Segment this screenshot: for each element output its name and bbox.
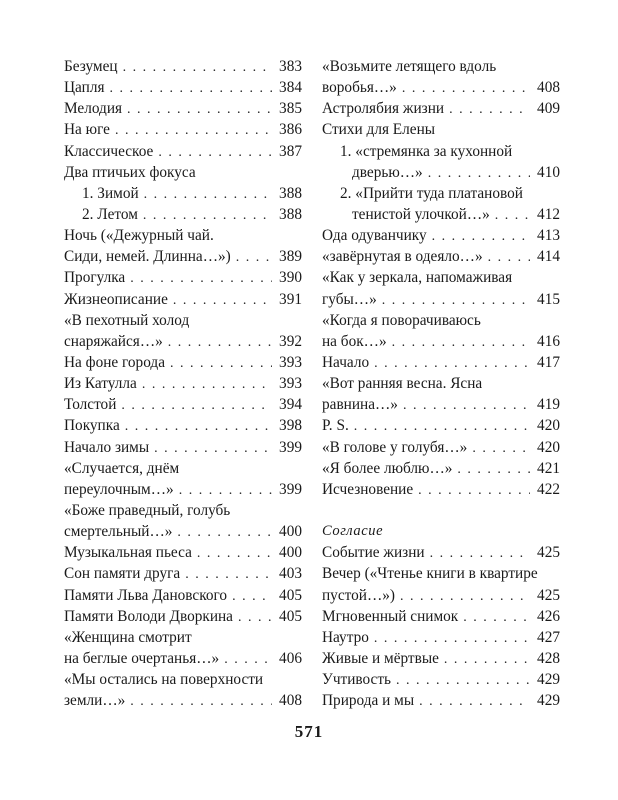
- dot-leader: [179, 480, 272, 501]
- toc-entry: [64, 225, 302, 246]
- toc-entry-page: 427: [537, 628, 560, 646]
- toc-entry: [322, 267, 560, 288]
- toc-entry-title: Два птичьих фокуса: [64, 163, 196, 181]
- toc-entry-title: «Когда я поворачиваюсь: [322, 311, 481, 329]
- dot-leader: [125, 416, 272, 437]
- toc-entry: [322, 352, 560, 373]
- toc-entry-title: Прогулка: [64, 269, 126, 287]
- toc-entry: [322, 225, 560, 246]
- toc-entry-page: 412: [537, 205, 560, 223]
- toc-entry-title: Мгновенный снимок: [322, 607, 459, 625]
- toc-entry: [64, 542, 302, 563]
- toc-entry: [322, 204, 560, 225]
- toc-entry-title: Жизнеописание: [64, 290, 168, 308]
- dot-leader: [374, 628, 530, 649]
- dot-leader: [430, 543, 530, 564]
- toc-entry-title: «Вот ранняя весна. Ясна: [322, 375, 483, 393]
- toc-entry-page: 388: [279, 184, 302, 202]
- dot-leader: [144, 184, 272, 205]
- section-heading: Согласие: [322, 523, 384, 540]
- toc-entry: [64, 394, 302, 415]
- dot-leader: [197, 543, 272, 564]
- toc-entry-page: 399: [279, 480, 302, 498]
- toc-entry-title: Памяти Володи Дворкина: [64, 607, 233, 625]
- toc-entry-title: равнина…»: [322, 396, 398, 414]
- dot-leader: [238, 607, 272, 628]
- dot-leader: [115, 120, 272, 141]
- toc-entry: [322, 627, 560, 648]
- dot-leader: [130, 691, 272, 712]
- toc-entry-page: 416: [537, 332, 560, 350]
- toc-entry-title: На фоне города: [64, 353, 165, 371]
- toc-entry-title: P. S.: [322, 417, 349, 435]
- toc-entry: [64, 521, 302, 542]
- toc-entry: [322, 437, 560, 458]
- toc-entry: [64, 183, 302, 204]
- toc-entry-title: Учтивость: [322, 671, 391, 689]
- dot-leader: [444, 649, 530, 670]
- dot-leader: [463, 607, 530, 628]
- toc-entry: [64, 98, 302, 119]
- toc-entry-title: «Я более люблю…»: [322, 459, 453, 477]
- toc-entry: [64, 606, 302, 627]
- toc-entry-title: губы…»: [322, 290, 377, 308]
- toc-entry: [64, 373, 302, 394]
- dot-leader: [127, 99, 272, 120]
- toc-entry-title: Памяти Льва Дановского: [64, 586, 228, 604]
- dot-leader: [403, 395, 530, 416]
- dot-leader: [392, 332, 530, 353]
- toc-entry-title: «Как у зеркала, напомаживая: [322, 269, 513, 287]
- toc-entry: [64, 627, 302, 648]
- toc-entry-page: 383: [279, 58, 302, 75]
- toc-entry: [322, 563, 560, 584]
- toc-entry-page: 384: [279, 79, 302, 97]
- toc-entry-title: Сон памяти друга: [64, 565, 181, 583]
- toc-entry-page: 425: [537, 586, 560, 604]
- toc-entry-title: земли…»: [64, 692, 126, 710]
- dot-leader: [185, 564, 272, 585]
- dot-leader: [449, 99, 530, 120]
- toc-entry: [64, 56, 302, 77]
- toc-entry: [322, 479, 560, 500]
- toc-entry: [322, 585, 560, 606]
- toc-entry-page: 415: [537, 290, 560, 308]
- toc-entry: [64, 415, 302, 436]
- dot-leader: [236, 247, 272, 268]
- toc-entry: [322, 373, 560, 394]
- toc-entry: [322, 246, 560, 267]
- toc-entry: [322, 141, 560, 162]
- dot-leader: [130, 268, 272, 289]
- toc-entry-title: воробья…»: [322, 79, 397, 97]
- toc-entry-page: 405: [279, 586, 302, 604]
- toc-entry-page: 390: [279, 269, 302, 287]
- toc-entry-page: 405: [279, 607, 302, 625]
- toc-entry-title: Вечер («Чтенье книги в квартире: [322, 565, 538, 583]
- toc-entry-title: На юге: [64, 121, 110, 139]
- toc-entry-title: Классическое: [64, 142, 154, 160]
- toc-entry-title: пустой…»): [322, 586, 395, 604]
- toc-entry-page: 389: [279, 248, 302, 266]
- toc-entry-page: 408: [537, 79, 560, 97]
- section-spacer: [322, 500, 560, 521]
- toc-entry-title: переулочным…»: [64, 480, 174, 498]
- toc-entry: [64, 479, 302, 500]
- toc-entry: [64, 690, 302, 711]
- toc-entry: [64, 162, 302, 183]
- toc-entry: [64, 310, 302, 331]
- toc-entry-title: «Женщина смотрит: [64, 628, 192, 646]
- dot-leader: [143, 205, 272, 226]
- toc-entry: [322, 648, 560, 669]
- toc-entry: [322, 56, 560, 77]
- dot-leader: [142, 374, 272, 395]
- dot-leader: [402, 78, 530, 99]
- dot-leader: [110, 78, 273, 99]
- toc-entry-page: 392: [279, 332, 302, 350]
- toc-entry: [322, 289, 560, 310]
- toc-entry-page: 409: [537, 100, 560, 118]
- toc-entry-title: «В голове у голубя…»: [322, 438, 468, 456]
- page-number: 571: [294, 722, 324, 741]
- toc-entry-page: 417: [537, 353, 560, 371]
- dot-leader: [354, 416, 530, 437]
- toc-entry-title: Начало: [322, 353, 370, 371]
- toc-entry-page: 386: [279, 121, 302, 139]
- toc-entry: [64, 669, 302, 690]
- toc-entry-title: «В пехотный холод: [64, 311, 190, 329]
- toc-entry: [322, 458, 560, 479]
- toc-entry-page: 420: [537, 438, 560, 456]
- toc-entry-title: 2. «Прийти туда платановой: [340, 184, 523, 202]
- toc-entry-page: 399: [279, 438, 302, 456]
- toc-entry: [322, 606, 560, 627]
- toc-entry-title: Астролябия жизни: [322, 100, 445, 118]
- toc-entry: [64, 246, 302, 267]
- toc-entry-title: 2. Летом: [82, 205, 138, 223]
- toc-entry-title: «Случается, днём: [64, 459, 180, 477]
- toc-entry: [64, 119, 302, 140]
- toc-entry-title: Покупка: [64, 417, 120, 435]
- dot-leader: [121, 395, 272, 416]
- toc-entry-title: Наутро: [322, 628, 369, 646]
- dot-leader: [382, 290, 530, 311]
- dot-leader: [232, 586, 272, 607]
- toc-entry: [64, 267, 302, 288]
- toc-entry-title: на бок…»: [322, 332, 387, 350]
- toc-entry-page: 422: [537, 480, 560, 498]
- toc-entry-title: Мелодия: [64, 100, 123, 118]
- toc-entry-page: 425: [537, 544, 560, 562]
- toc-entry-page: 421: [537, 459, 560, 477]
- toc-entry-title: 1. «стремянка за кухонной: [340, 142, 513, 160]
- toc-entry-page: 400: [279, 523, 302, 541]
- toc-entry-title: Стихи для Елены: [322, 121, 436, 139]
- toc-entry-page: 393: [279, 353, 302, 371]
- dot-leader: [432, 226, 530, 247]
- toc-entry-title: снаряжайся…»: [64, 332, 163, 350]
- toc-entry-title: Живые и мёртвые: [322, 649, 439, 667]
- toc-entry: [64, 648, 302, 669]
- toc-entry-page: 391: [279, 290, 302, 308]
- toc-entry-title: «Мы остались на поверхности: [64, 671, 264, 689]
- toc-entry: [64, 331, 302, 352]
- dot-leader: [173, 290, 272, 311]
- toc-entry-title: Событие жизни: [322, 544, 425, 562]
- toc-entry-title: смертельный…»: [64, 523, 173, 541]
- toc-entry-page: 414: [537, 248, 560, 266]
- toc-entry: [64, 500, 302, 521]
- toc-entry: [64, 585, 302, 606]
- toc-entry: [322, 119, 560, 140]
- dot-leader: [170, 353, 272, 374]
- toc-entry: [64, 141, 302, 162]
- toc-entry-title: Исчезновение: [322, 480, 414, 498]
- dot-leader: [374, 353, 530, 374]
- dot-leader: [472, 438, 530, 459]
- toc-entry-page: 403: [279, 565, 302, 583]
- toc-entry: [64, 77, 302, 98]
- toc-entry-title: Ода одуванчику: [322, 227, 427, 245]
- dot-leader: [457, 459, 530, 480]
- toc-entry-title: «Возьмите летящего вдоль: [322, 58, 497, 75]
- toc-entry-page: 429: [537, 692, 560, 710]
- dot-leader: [154, 438, 272, 459]
- toc-entry: [64, 563, 302, 584]
- toc-entry-title: Начало зимы: [64, 438, 150, 456]
- toc-entry: [64, 437, 302, 458]
- toc-entry-title: «завёрнутая в одеяло…»: [322, 248, 483, 266]
- toc-entry: [322, 394, 560, 415]
- toc-entry-page: 410: [537, 163, 560, 181]
- toc-entry: [64, 352, 302, 373]
- toc-entry-title: «Боже праведный, голубь: [64, 501, 231, 519]
- dot-leader: [158, 142, 272, 163]
- dot-leader: [396, 670, 530, 691]
- toc-entry-title: Цапля: [64, 79, 105, 97]
- toc-entry-page: 429: [537, 671, 560, 689]
- dot-leader: [400, 586, 530, 607]
- toc-entry: [322, 669, 560, 690]
- toc-entry: [322, 183, 560, 204]
- toc-entry-page: 400: [279, 544, 302, 562]
- dot-leader: [418, 480, 530, 501]
- toc-entry: [64, 458, 302, 479]
- toc-entry-page: 419: [537, 396, 560, 414]
- toc-entry-title: Сиди, немей. Длинна…»): [64, 248, 231, 266]
- toc-entry: [64, 204, 302, 225]
- dot-leader: [123, 57, 272, 78]
- toc-entry-page: 388: [279, 205, 302, 223]
- dot-leader: [168, 332, 272, 353]
- toc-left-column: [64, 56, 302, 711]
- toc-entry: [322, 162, 560, 183]
- toc-entry-page: 406: [279, 649, 302, 667]
- toc-entry-title: Безумец: [64, 58, 118, 75]
- dot-leader: [428, 163, 530, 184]
- toc-entry-page: 428: [537, 649, 560, 667]
- toc-entry-page: 413: [537, 227, 560, 245]
- toc-entry-title: Природа и мы: [322, 692, 415, 710]
- toc-entry: [64, 289, 302, 310]
- toc-entry: [322, 331, 560, 352]
- toc-entry-page: 394: [279, 396, 302, 414]
- toc-entry-page: 398: [279, 417, 302, 435]
- dot-leader: [419, 691, 530, 712]
- toc-entry-title: дверью…»: [352, 163, 423, 181]
- toc-entry-page: 426: [537, 607, 560, 625]
- toc-right-column: [322, 56, 560, 711]
- toc-entry: [322, 415, 560, 436]
- toc-entry-page: 408: [279, 692, 302, 710]
- toc-entry: [322, 98, 560, 119]
- toc-entry-title: Музыкальная пьеса: [64, 544, 192, 562]
- toc-entry-title: 1. Зимой: [82, 184, 139, 202]
- toc-entry-title: Из Катулла: [64, 375, 137, 393]
- dot-leader: [224, 649, 272, 670]
- toc-entry-title: Ночь («Дежурный чай.: [64, 227, 214, 245]
- dot-leader: [495, 205, 530, 226]
- toc-entry-page: 385: [279, 100, 302, 118]
- toc-entry: [322, 542, 560, 563]
- toc-entry-page: 393: [279, 375, 302, 393]
- toc-entry-page: 420: [537, 417, 560, 435]
- toc-entry-title: на беглые очертанья…»: [64, 649, 220, 667]
- toc-entry-page: 387: [279, 142, 302, 160]
- toc-entry-title: тенистой улочкой…»: [352, 205, 490, 223]
- toc-entry-title: Толстой: [64, 396, 117, 414]
- dot-leader: [488, 247, 530, 268]
- dot-leader: [177, 522, 272, 543]
- toc-entry: [322, 77, 560, 98]
- toc-entry: [322, 690, 560, 711]
- toc-entry: [322, 310, 560, 331]
